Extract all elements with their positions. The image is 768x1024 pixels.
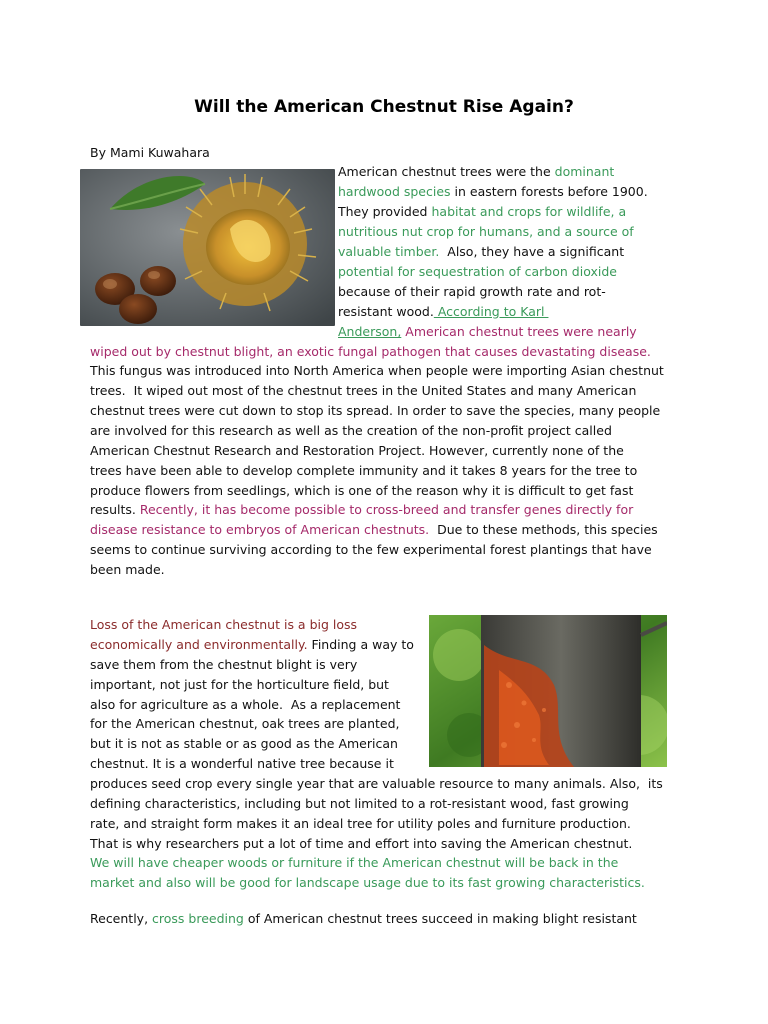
p2-line-1: Loss of the American chestnut is a big loss (90, 617, 358, 632)
p2-line-14: market and also will be good for landscape usage due to its fast growing characteristics. (90, 875, 645, 890)
p2-line-9: produces seed crop every single year that are valuable resource to many animals. Also, its (90, 776, 663, 791)
p1-line-9: Anderson, American chestnut trees were nearly (338, 324, 637, 339)
p1-line-18: results. Recently, it has become possible to cross-breed and transfer genes directly for (90, 502, 634, 517)
document-title: Will the American Chestnut Rise Again? (194, 97, 574, 117)
p1-line-10: wiped out by chestnut blight, an exotic fungal pathogen that causes devastating disease. (90, 344, 651, 359)
p3-line-1: Recently, cross breeding of American chestnut trees succeed in making blight resistant (90, 911, 637, 926)
blighted-trunk-photo (429, 615, 667, 767)
p1-line-8: resistant wood. According to Karl (338, 304, 549, 319)
p1-line-7: because of their rapid growth rate and rot- (338, 284, 606, 299)
karl-anderson-link-part1[interactable]: According to Karl (433, 304, 549, 319)
p2-line-8: chestnut. It is a wonderful native tree because it (90, 756, 394, 771)
p1-line-3: They provided habitat and crops for wildlife, a (338, 204, 627, 219)
p2-line-12: That is why researchers put a lot of time and effort into saving the American chestnut. (90, 836, 633, 851)
p1-line-20: seems to continue surviving according to the few experimental forest plantings that have (90, 542, 652, 557)
p2-line-5: also for agriculture as a whole. As a replacement (90, 697, 401, 712)
p2-line-10: defining characteristics, including but not limited to a rot-resistant wood, fast growing (90, 796, 629, 811)
p1-line-15: American Chestnut Research and Restoration Project. However, currently none of the (90, 443, 624, 458)
p1-line-17: produce flowers from seedlings, which is one of the reason why it is difficult to get fast (90, 483, 634, 498)
chestnut-burr-photo (80, 169, 335, 326)
p2-line-13: We will have cheaper woods or furniture if the American chestnut will be back in the (90, 855, 619, 870)
p2-line-3: save them from the chestnut blight is very (90, 657, 358, 672)
p2-line-7: but it is not as stable or as good as the American (90, 736, 398, 751)
p1-line-4: nutritious nut crop for humans, and a source of (338, 224, 634, 239)
p1-line-5: valuable timber. Also, they have a significant (338, 244, 625, 259)
p2-line-6: for the American chestnut, oak trees are planted, (90, 716, 400, 731)
p2-line-4: important, not just for the horticulture field, but (90, 677, 389, 692)
p1-line-19: disease resistance to embryos of American chestnuts. Due to these methods, this species (90, 522, 658, 537)
p1-line-11: This fungus was introduced into North America when people were importing Asian chestnut (90, 363, 664, 378)
p1-line-13: chestnut trees were cut down to stop its spread. In order to save the species, many people (90, 403, 661, 418)
p1-line-2: hardwood species in eastern forests before 1900. (338, 184, 648, 199)
p2-line-2: economically and environmentally. Finding a way to (90, 637, 414, 652)
p1-line-14: are involved for this research as well as the creation of the non-profit project called (90, 423, 612, 438)
p2-line-11: rate, and straight form makes it an ideal tree for utility poles and furniture production. (90, 816, 631, 831)
p1-line-6: potential for sequestration of carbon dioxide (338, 264, 617, 279)
karl-anderson-link-part2[interactable]: Anderson, (338, 324, 402, 339)
p1-line-1: American chestnut trees were the dominant (338, 164, 615, 179)
p1-line-21: been made. (90, 562, 165, 577)
p1-line-16: trees have been able to develop complete immunity and it takes 8 years for the tree to (90, 463, 638, 478)
p1-line-12: trees. It wiped out most of the chestnut trees in the United States and many American (90, 383, 637, 398)
byline: By Mami Kuwahara (90, 145, 210, 160)
